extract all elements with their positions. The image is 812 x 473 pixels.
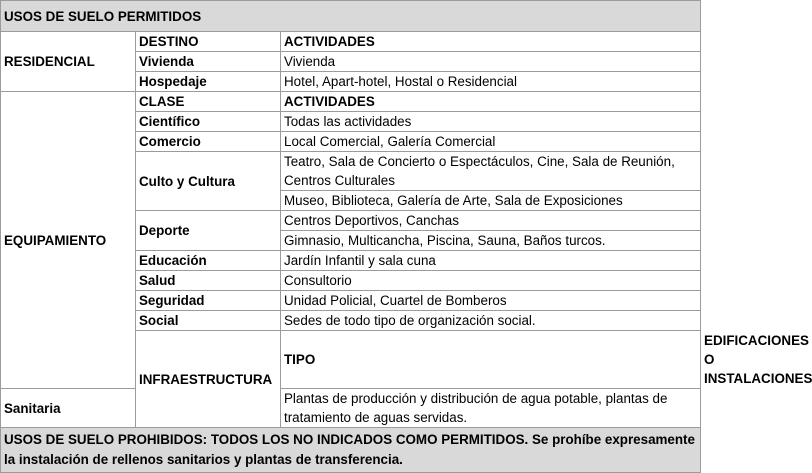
row-value-cientifico: Todas las actividades (281, 112, 701, 132)
row-value-sanitaria: Plantas de producción y distribución de agua potable, plantas de tratamiento de aguas servidas. (281, 389, 701, 428)
row-label-seguridad: Seguridad (136, 291, 281, 311)
column-header-tipo: TIPO (281, 331, 701, 389)
row-value-hospedaje: Hotel, Apart-hotel, Hostal o Residencial (281, 72, 701, 92)
column-header-actividades-2: ACTIVIDADES (281, 92, 701, 112)
table-row (1, 92, 701, 112)
row-value-comercio: Local Comercial, Galería Comercial (281, 132, 701, 152)
row-label-hospedaje: Hospedaje (136, 72, 281, 92)
row-value-seguridad: Unidad Policial, Cuartel de Bomberos (281, 291, 701, 311)
row-label-deporte: Deporte (136, 211, 281, 251)
row-label-cientifico: Científico (136, 112, 281, 132)
row-label-culto: Culto y Cultura (136, 152, 281, 211)
prohibited-uses-note: USOS DE SUELO PROHIBIDOS: TODOS LOS NO INDICADOS COMO PERMITIDOS. Se prohíbe expresamente la instalación de rellenos sanitarios y plantas de transferencia. (1, 428, 701, 473)
row-label-social: Social (136, 311, 281, 331)
column-header-clase: CLASE (136, 92, 281, 112)
row-value-salud: Consultorio (281, 271, 701, 291)
column-header-actividades: ACTIVIDADES (281, 32, 701, 52)
row-value-culto-1: Teatro, Sala de Concierto o Espectáculos, Cine, Sala de Reunión, Centros Culturales (281, 152, 701, 191)
row-label-comercio: Comercio (136, 132, 281, 152)
row-label-vivienda: Vivienda (136, 52, 281, 72)
table-row (1, 32, 701, 52)
row-value-social: Sedes de todo tipo de organización social. (281, 311, 701, 331)
table-title: USOS DE SUELO PERMITIDOS (1, 1, 701, 32)
category-equipamiento: EQUIPAMIENTO (1, 92, 136, 389)
row-value-educacion: Jardín Infantil y sala cuna (281, 251, 701, 271)
row-value-deporte-1: Centros Deportivos, Canchas (281, 211, 701, 231)
row-label-educacion: Educación (136, 251, 281, 271)
row-value-culto-2: Museo, Biblioteca, Galería de Arte, Sala de Exposiciones (281, 191, 701, 211)
table-row: INFRAESTRUCTURA TIPO EDIFICACIONES O INSTALACIONES (1, 331, 701, 389)
row-value-vivienda: Vivienda (281, 52, 701, 72)
category-infraestructura: INFRAESTRUCTURA (136, 331, 281, 428)
table-row (1, 389, 701, 428)
category-residencial: RESIDENCIAL (1, 32, 136, 92)
row-label-salud: Salud (136, 271, 281, 291)
column-header-destino: DESTINO (136, 32, 281, 52)
row-label-sanitaria: Sanitaria (1, 389, 136, 428)
row-value-deporte-2: Gimnasio, Multicancha, Piscina, Sauna, Baños turcos. (281, 231, 701, 251)
